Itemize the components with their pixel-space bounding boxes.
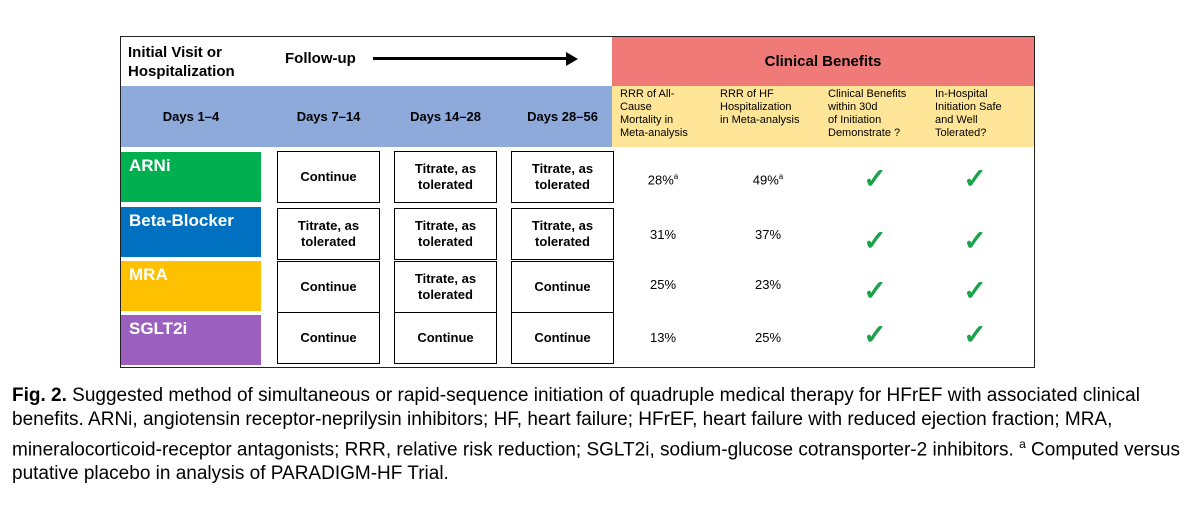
checkmark-icon: ✓ (863, 225, 887, 256)
day-label-2: Days 7–14 (296, 109, 361, 124)
caption-text: Suggested method of simultaneous or rapid-sequence initiation of quadruple medical therapy for HFrEF with associated clinical benefits. ARNi, angiotensin receptor-neprilysin inhibitors; HF, heart failure; HFrEF, heart failure with reduced ejection fraction; MRA, mineralocorticoid-receptor antagonists; RRR, relative risk reduction; SGLT2i, sodium-glucose cotransporter-2 inhibitors. (12, 385, 1140, 461)
day-label-4: Days 28–56 (527, 109, 598, 124)
checkmark-icon: ✓ (863, 319, 887, 350)
caption-footnote-text: Computed versus putative placebo in analysis of PARADIGM-HF Trial. (12, 439, 1180, 485)
rrr-hf-value: 25% (754, 330, 782, 345)
checkmark-icon: ✓ (963, 225, 987, 256)
therapy-box: Titrate, as tolerated (394, 208, 497, 260)
therapy-box: Titrate, as tolerated (511, 151, 614, 203)
initial-visit-label: Initial Visit or Hospitalization (128, 44, 235, 80)
rrr-mortality-value: 13% (649, 330, 677, 345)
subhead-rrr-hf: RRR of HF Hospitalization in Meta-analysis (720, 88, 800, 126)
rrr-mortality-value: 25% (649, 277, 677, 292)
therapy-box: Continue (277, 312, 380, 364)
rrr-hf-value: 37% (754, 227, 782, 242)
checkmark-icon: ✓ (963, 319, 987, 350)
therapy-box: Titrate, as tolerated (511, 208, 614, 260)
drug-label-sglt2i: SGLT2i (121, 315, 261, 365)
drug-label-beta-blocker: Beta-Blocker (121, 207, 261, 257)
rrr-hf-value: 49%$^a$ (752, 172, 784, 188)
caption-label: Fig. 2. (12, 385, 67, 406)
rrr-mortality-value: 28%$^a$ (647, 172, 679, 188)
therapy-box: Continue (394, 312, 497, 364)
day-label-3: Days 14–28 (410, 109, 481, 124)
therapy-box: Continue (277, 261, 380, 313)
subhead-benefit-30d: Clinical Benefits within 30d of Initiation Demonstrate ? (828, 88, 907, 139)
drug-label-arni: ARNi (121, 152, 261, 202)
day-label-1: Days 1–4 (162, 109, 220, 124)
arrow-right-icon (566, 52, 578, 66)
checkmark-icon: ✓ (863, 275, 887, 306)
subhead-rrr-mortality: RRR of All- Cause Mortality in Meta-analysis (620, 88, 688, 139)
clinical-benefits-header (612, 37, 1034, 86)
clinical-benefits-title: Clinical Benefits (764, 53, 882, 70)
therapy-box: Titrate, as tolerated (394, 261, 497, 313)
checkmark-icon: ✓ (963, 275, 987, 306)
rrr-mortality-value: 31% (649, 227, 677, 242)
figure-caption (12, 384, 1182, 486)
therapy-box: Continue (277, 151, 380, 203)
therapy-box: Titrate, as tolerated (394, 151, 497, 203)
therapy-box: Titrate, as tolerated (277, 208, 380, 260)
follow-up-label: Follow-up (285, 50, 356, 67)
therapy-box: Continue (511, 261, 614, 313)
drug-label-mra: MRA (121, 261, 261, 311)
rrr-hf-value: 23% (754, 277, 782, 292)
subhead-in-hospital: In-Hospital Initiation Safe and Well Tolerated? (935, 88, 1002, 139)
therapy-box: Continue (511, 312, 614, 364)
follow-up-arrow-line (373, 57, 569, 60)
checkmark-icon: ✓ (863, 163, 887, 194)
checkmark-icon: ✓ (963, 163, 987, 194)
caption-footnote-marker: a (1019, 437, 1026, 451)
